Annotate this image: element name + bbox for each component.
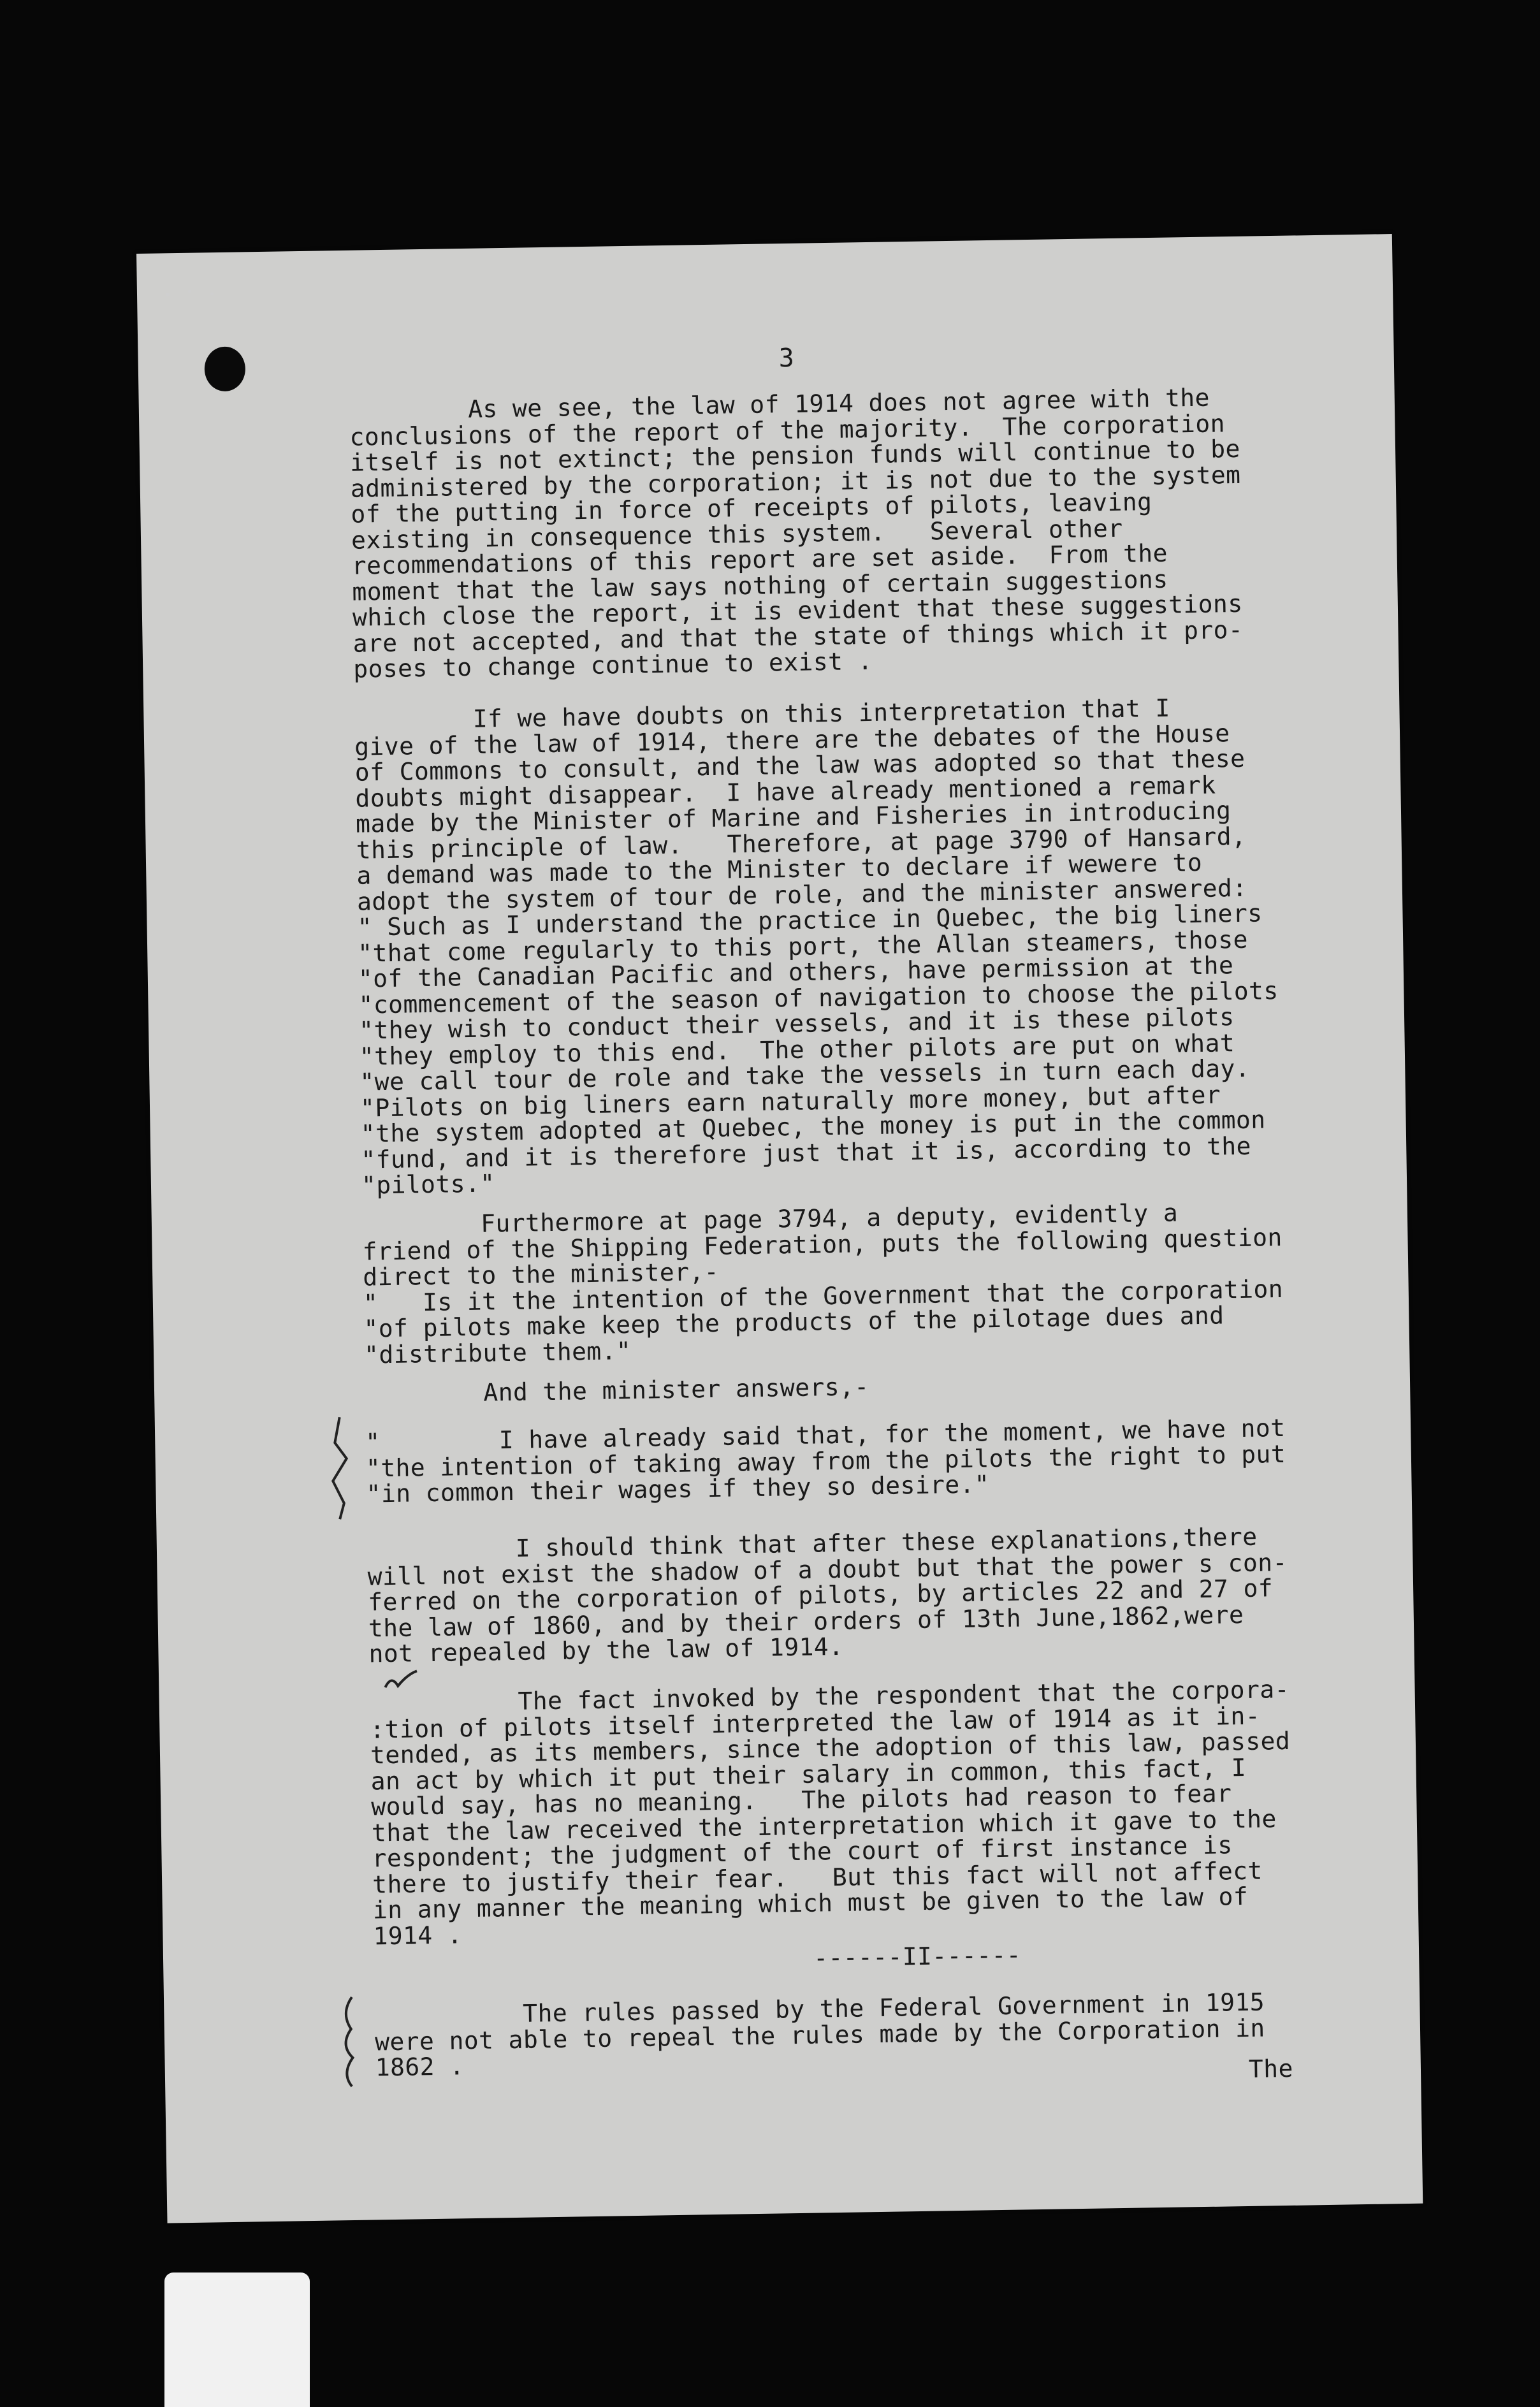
speck — [210, 292, 214, 295]
margin-brace-mark — [333, 1994, 366, 2090]
speck — [188, 290, 191, 293]
page-number: 3 — [778, 343, 795, 374]
paragraph-2: If we have doubts on this interpretation that I give of the law of 1914, there are the debates of the House of Commons to consult, and the law was adopted so that these doubts might disappear. I have already mentioned a remark made by the Minister of Marine and Fisheries in introducing this principle of law. Therefore, at page 3790 of Hansard, a demand was made to the Minister to declare if wewere to adopt the system of tour de role, and the minister answered: " Such as I understand the practice in Quebec, the big liners "that come regularly to this port, the Allan steamers, those "of the Canadian Pacific and others, have permission at the "commencement of the season of navigation to choose the pilots "they wish to conduct their vessels, and it is these pilots "they employ to this end. The other pilots are put on what "we call tour de role and take the vessels in turn each day. "Pilots on big liners earn naturally more money, but after "the system adopted at Quebec, the money is put in the common "fund, and it is therefore just that it is, according to the "pilots." — [354, 694, 1279, 1200]
speck — [166, 293, 170, 296]
document-page — [136, 234, 1423, 2223]
paragraph-5-quote: " I have already said that, for the moment, we have not "the intention of taking away from the pilots the right to put "in common their wages if they so desire." — [365, 1413, 1286, 1508]
paragraph-7: The fact invoked by the respondent that the corpora- :tion of pilots itself interpreted the law of 1914 as it in- tended, as its members, since the adoption of this law, passed an act by which it put their salary in common, this fact, I would say, has no meaning. The pilots had reason to fear that the law received the interpretation which it gave to the respondent; the judgment of the court of first instance is there to justify their fear. But this fact will not affect in any manner the meaning which must be given to the law of 1914 . — [369, 1675, 1291, 1950]
paragraph-4: And the minister answers,- — [364, 1372, 869, 1409]
margin-squiggle-mark — [321, 1414, 361, 1523]
paragraph-6: I should think that after these explanations,there will not exist the shadow of a doubt but that the power s con- ferred on the corporation of pilots, by articles 22 and 27 of the law of 1860, and by their orders of 13th June,1862,were not repealed by the law of 1914. — [367, 1522, 1288, 1668]
catchword: The — [1248, 2054, 1294, 2083]
section-divider: ------II------ — [813, 1940, 1022, 1972]
film-leader-tab — [164, 2272, 310, 2407]
paragraph-3: Furthermore at page 3794, a deputy, evidently a friend of the Shipping Federation, puts the following question direct to the minister,- " Is it the intention of the Government that the corporation "of pilots make keep the products of the pilotage dues and "distribute them." — [361, 1198, 1284, 1369]
paragraph-1: As we see, the law of 1914 does not agree with the conclusions of the report of the majority. The corporation itself is not extinct; the pension funds will continue to be administered by the corporation; it is not due to the system of the putting in force of receipts of pilots, leaving existing in consequence this system. Several other recommendations of this report are set aside. From the moment that the law says nothing of certain suggestions which close the report, it is evident that these suggestions are not accepted, and that the state of things which it pro- poses to change continue to exist . — [349, 383, 1244, 683]
margin-check-mark — [382, 1668, 421, 1694]
paragraph-8: The rules passed by the Federal Government in 1915 were not able to repeal the rules made by the Corporation in 1862 . — [374, 1988, 1265, 2082]
punch-hole — [204, 346, 245, 391]
